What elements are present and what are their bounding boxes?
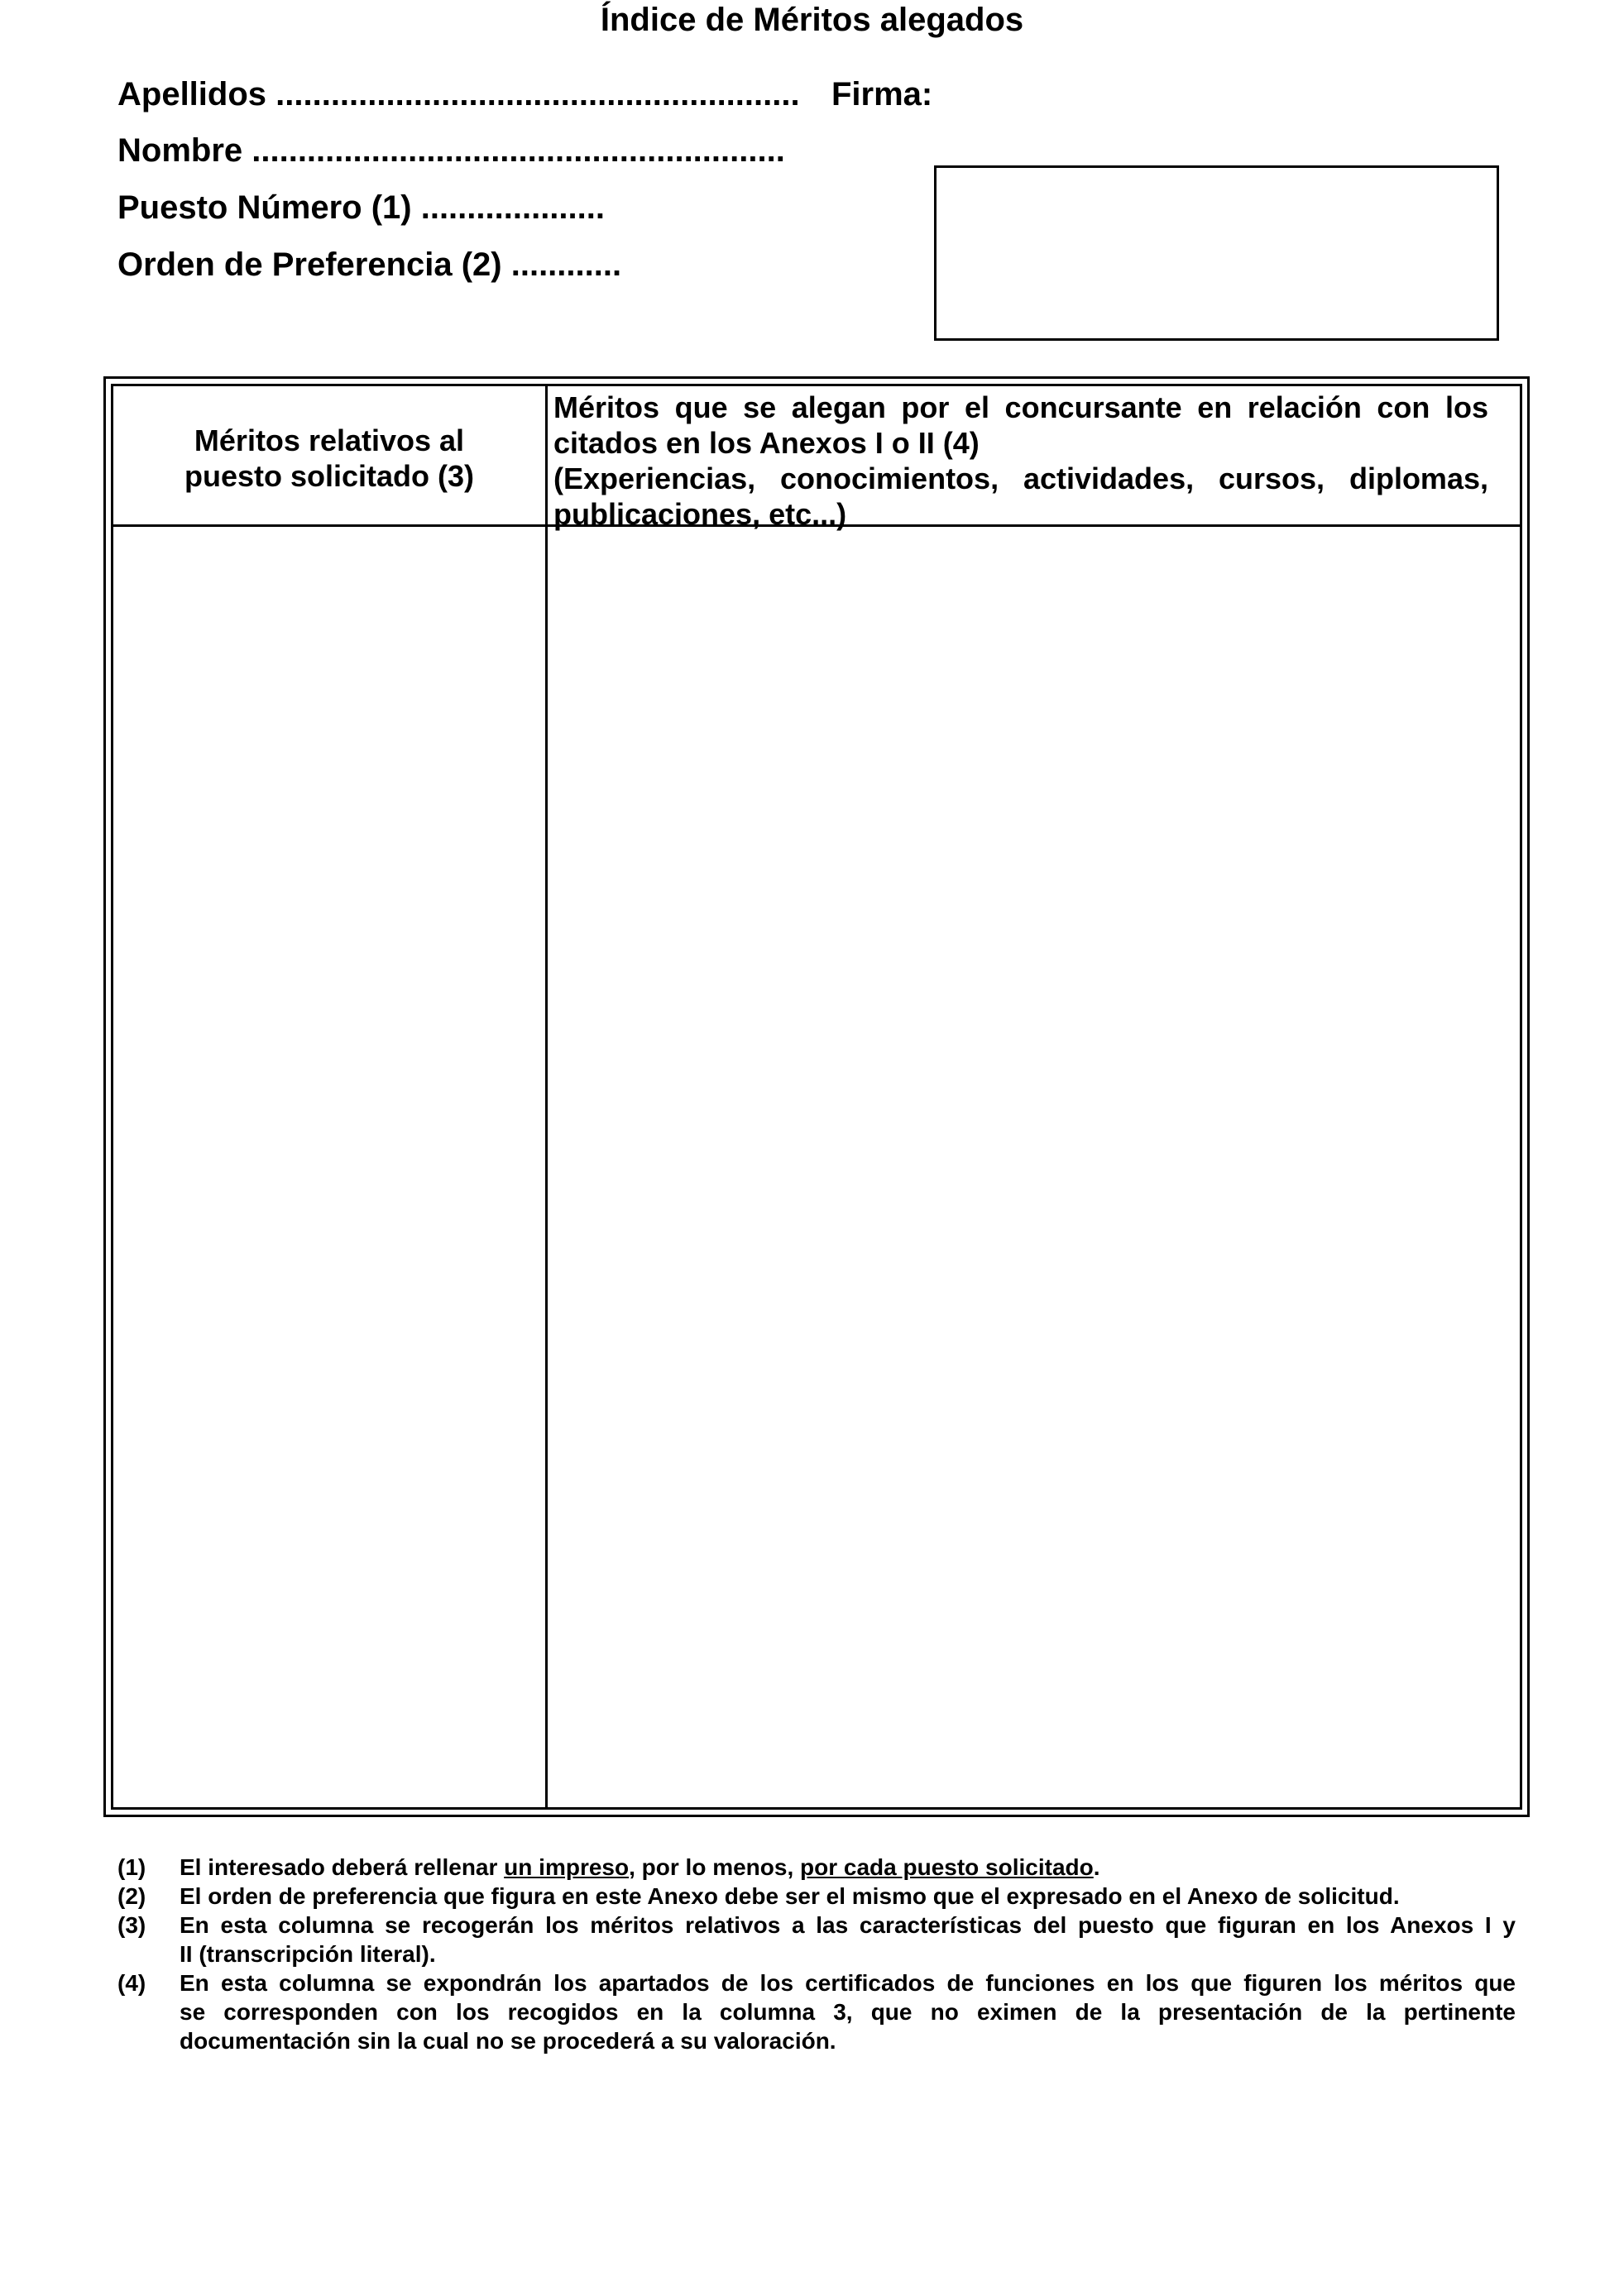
column-header-merits-alleged-line1: Méritos que se alegan por el concursante en relación con los — [553, 390, 1488, 424]
footnote-1-part-b: , por lo menos, — [629, 1854, 801, 1880]
column-header-merits-position-line1: Méritos relativos al — [194, 423, 465, 457]
footnote-4-line1: En esta columna se expondrán los apartados de los certificados de funciones en los que figuren los méritos que — [180, 1970, 1516, 1996]
footnote-4 — [117, 1968, 1516, 2055]
column-header-merits-alleged-line2: citados en los Anexos I o II (4) — [553, 426, 980, 460]
column-header-merits-position — [113, 423, 545, 494]
footnote-text — [180, 1911, 1516, 1968]
footnote-number: (4) — [117, 1970, 146, 1996]
footnote-text: El orden de preferencia que figura en este Anexo debe ser el mismo que el expresado en el Anexo de solicitud. — [180, 1883, 1400, 1909]
column-header-merits-alleged-line3: (Experiencias, conocimientos, actividades, cursos, diplomas, — [553, 462, 1488, 495]
footnote-3 — [117, 1911, 1516, 1968]
apellidos-field[interactable]: Apellidos ......................................................... — [117, 76, 800, 112]
column-header-merits-alleged — [553, 390, 1488, 532]
merits-table — [103, 376, 1530, 1817]
merits-alleged-cell[interactable] — [548, 527, 1520, 1807]
puesto-numero-field[interactable]: Puesto Número (1) .................... — [117, 189, 605, 226]
footnote-4-line3: documentación sin la cual no se procederá a su valoración. — [180, 2028, 836, 2054]
footnote-text — [180, 1968, 1516, 2055]
footnote-text — [180, 1853, 1516, 1882]
firma-label: Firma: — [831, 76, 933, 112]
footnote-number: (2) — [117, 1883, 146, 1909]
footnote-1-part-c: . — [1093, 1854, 1100, 1880]
footnote-2 — [117, 1882, 1516, 1911]
footnotes — [117, 1853, 1516, 2055]
page-title: Índice de Méritos alegados — [600, 2, 1024, 38]
column-header-merits-position-line2: puesto solicitado (3) — [184, 459, 475, 493]
footnote-3-line1: En esta columna se recogerán los méritos relativos a las características del puesto que figuran en los Anexos I y — [180, 1912, 1516, 1938]
merits-table-inner — [111, 384, 1522, 1810]
merits-position-cell[interactable] — [113, 527, 545, 1807]
footnote-number: (3) — [117, 1912, 146, 1938]
footnote-1-underlined-impreso: un impreso — [504, 1854, 630, 1880]
orden-preferencia-field[interactable]: Orden de Preferencia (2) ............ — [117, 246, 622, 283]
column-header-merits-alleged-line4: publicaciones, etc...) — [553, 497, 847, 531]
footnote-1-part-a: El interesado deberá rellenar — [180, 1854, 505, 1880]
nombre-field[interactable]: Nombre .......................................................... — [117, 132, 785, 169]
footnote-4-line2: se corresponden con los recogidos en la columna 3, que no eximen de la presentación de la pertinente — [180, 1999, 1516, 2025]
footnote-number: (1) — [117, 1854, 146, 1880]
footnote-1 — [117, 1853, 1516, 1882]
footnote-3-line2: II (transcripción literal). — [180, 1941, 436, 1967]
signature-box[interactable] — [934, 165, 1499, 341]
footnote-1-underlined-puesto: por cada puesto solicitado — [800, 1854, 1094, 1880]
